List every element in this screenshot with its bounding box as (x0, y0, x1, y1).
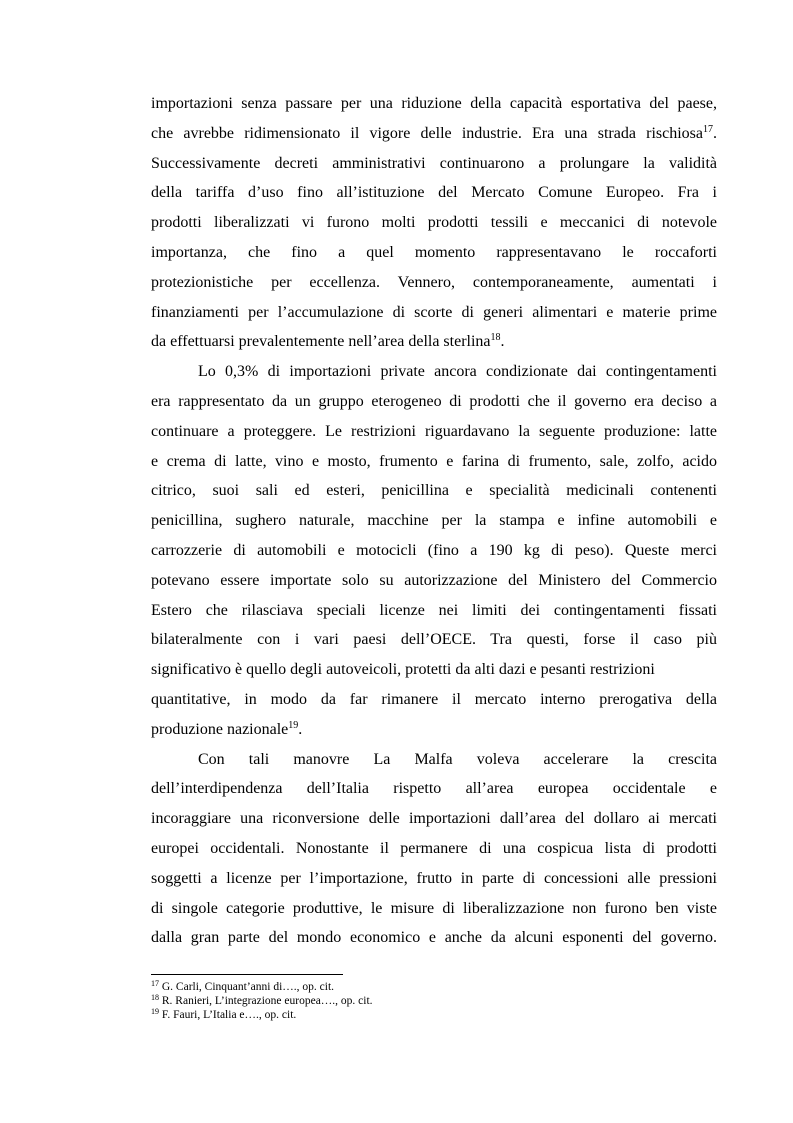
text-line (151, 566, 717, 596)
text-line (151, 923, 717, 953)
text-line (151, 89, 717, 119)
footnote (151, 994, 717, 1008)
text-line (151, 745, 717, 775)
text-line (151, 387, 717, 417)
text-line (151, 894, 717, 924)
text-line-content: protezionistiche per eccellenza. Vennero, contemporaneamente, aumentati i (151, 273, 717, 291)
text-line-content: Lo 0,3% di importazioni private ancora condizionate dai contingentamenti (198, 363, 717, 381)
text-line (151, 268, 717, 298)
text-line (151, 298, 717, 328)
footnote (151, 1008, 717, 1022)
text-line-content: penicillina, sughero naturale, macchine per la stampa e infine automobili e (151, 512, 717, 530)
footnote-number: 17 (151, 979, 159, 988)
text-line (151, 119, 717, 149)
text-line-content: quantitative, in modo da far rimanere il mercato interno prerogativa della (151, 690, 717, 708)
text-line (151, 655, 717, 685)
text-line-content: importanza, che fino a quel momento rappresentavano le roccaforti (151, 243, 717, 261)
text-line-content: bilateralmente con i vari paesi dell’OECE. Tra questi, forse il caso più (151, 631, 717, 649)
text-line (151, 685, 717, 715)
text-line (151, 834, 717, 864)
text-line-content: era rappresentato da un gruppo eterogeneo di prodotti che il governo era deciso a (151, 392, 717, 410)
text-line (151, 536, 717, 566)
text-line-content: finanziamenti per l’accumulazione di scorte di generi alimentari e materie prime (151, 303, 717, 321)
text-line (151, 447, 717, 477)
footnote-text: R. Ranieri, L’integrazione europea…., op. cit. (159, 995, 373, 1007)
text-line-content: che avrebbe ridimensionato il vigore delle industrie. Era una strada rischiosa (151, 124, 703, 142)
text-line-content: significativo è quello degli autoveicoli, protetti da alti dazi e pesanti restrizioni (151, 661, 655, 679)
text-line-tail: . (298, 720, 303, 738)
footnote-reference: 19 (288, 719, 299, 731)
footnote-reference: 17 (703, 123, 713, 135)
text-line (151, 774, 717, 804)
text-line-tail: . (500, 333, 505, 351)
text-line-content: dalla gran parte del mondo economico e anche da alcuni esponenti del governo. (151, 929, 717, 947)
text-line (151, 417, 717, 447)
text-line (151, 804, 717, 834)
footnote-text: F. Fauri, L’Italia e…., op. cit. (159, 1009, 297, 1021)
text-line-content: Con tali manovre La Malfa voleva accelerare la crescita (198, 750, 717, 768)
text-line-content: Estero che rilasciava speciali licenze nei limiti dei contingentamenti fissati (151, 601, 717, 619)
footnote (151, 980, 717, 994)
text-line-content: soggetti a licenze per l’importazione, frutto in parte di concessioni alle pressioni (151, 869, 717, 887)
text-line (151, 238, 717, 268)
text-line-content: e crema di latte, vino e mosto, frumento e farina di frumento, sale, zolfo, acido (151, 452, 717, 470)
footnote-number: 19 (151, 1007, 159, 1016)
text-line-content: europei occidentali. Nonostante il permanere di una cospicua lista di prodotti (151, 839, 717, 857)
text-line (151, 149, 717, 179)
text-line (151, 625, 717, 655)
text-line (151, 178, 717, 208)
text-line-content: produzione nazionale (151, 720, 289, 738)
text-line (151, 715, 717, 745)
footnote-separator (151, 974, 343, 975)
text-line-content: importazioni senza passare per una riduzione della capacità esportativa del paese, (151, 95, 717, 112)
body-text (151, 89, 717, 953)
text-line-content: di singole categorie produttive, le misure di liberalizzazione non furono ben viste (151, 899, 717, 917)
footnotes (151, 980, 717, 1022)
text-line-content: carrozzerie di automobili e motocicli (fino a 190 kg di peso). Queste merci (151, 541, 717, 559)
text-line-content: incoraggiare una riconversione delle importazioni dall’area del dollaro ai mercati (151, 810, 717, 828)
text-line (151, 327, 717, 357)
text-line-content: dell’interdipendenza dell’Italia rispetto all’area europea occidentale e (151, 780, 717, 798)
text-line-content: da effettuarsi prevalentemente nell’area della sterlina (151, 333, 491, 351)
footnote-text: G. Carli, Cinquant’anni di…., op. cit. (159, 981, 335, 993)
text-line (151, 208, 717, 238)
text-line-content: della tariffa d’uso fino all’istituzione del Mercato Comune Europeo. Fra i (151, 184, 717, 202)
text-line-content: continuare a proteggere. Le restrizioni riguardavano la seguente produzione: latte (151, 422, 717, 440)
footnote-reference: 18 (490, 332, 501, 344)
text-line (151, 864, 717, 894)
text-line (151, 357, 717, 387)
text-line-content: citrico, suoi sali ed esteri, penicillina e specialità medicinali contenenti (151, 482, 717, 500)
text-line-content: Successivamente decreti amministrativi continuarono a prolungare la validità (151, 154, 717, 172)
text-line-content: prodotti liberalizzati vi furono molti prodotti tessili e meccanici di notevole (151, 214, 717, 232)
text-line-tail: . (713, 124, 717, 142)
text-line (151, 476, 717, 506)
footnote-number: 18 (151, 993, 159, 1002)
text-line (151, 506, 717, 536)
text-line-content: potevano essere importate solo su autorizzazione del Ministero del Commercio (151, 571, 717, 589)
text-line (151, 596, 717, 626)
